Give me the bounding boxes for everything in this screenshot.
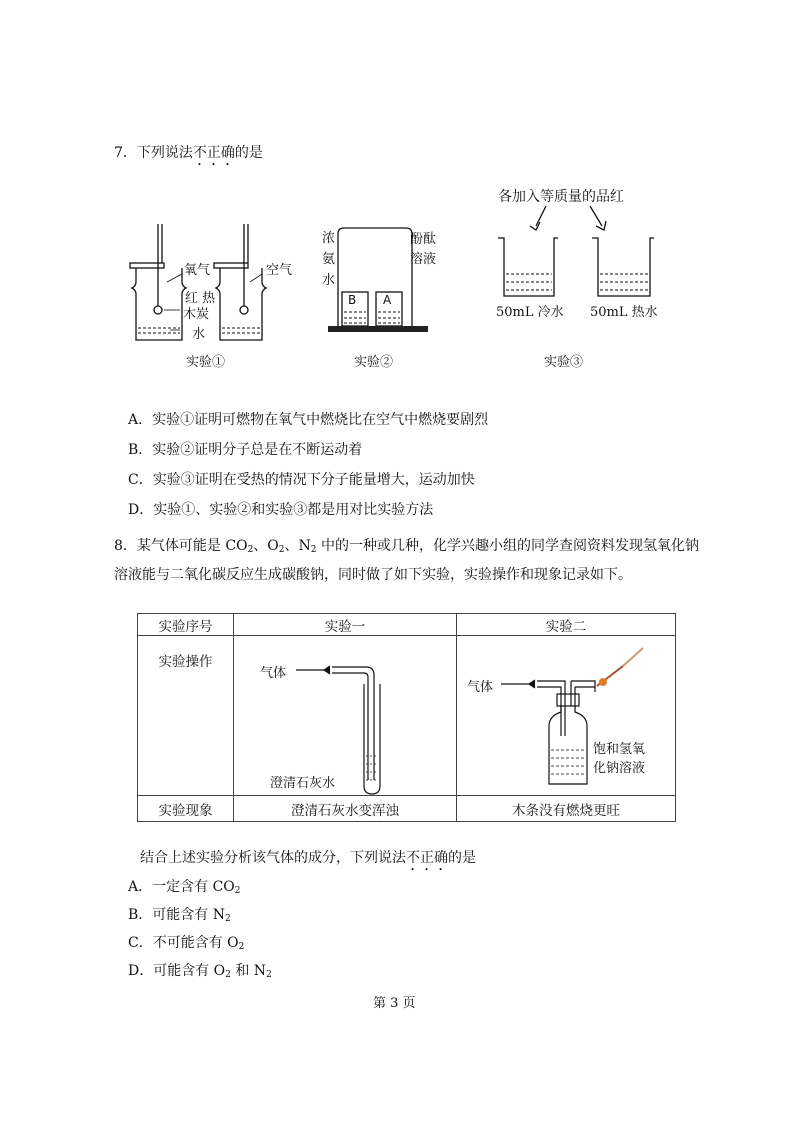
q8-option-a[interactable] — [128, 878, 241, 900]
q7-option-c[interactable] — [128, 471, 475, 489]
fig-exp1-lime-label: 澄清石灰水 — [270, 776, 336, 791]
q8-option-c-text: 不可能含有 O — [152, 935, 239, 951]
q7-option-d-letter: D． — [128, 502, 154, 518]
q7-option-a-letter: A． — [128, 412, 153, 428]
q8-option-b-text: 可能含有 N — [152, 907, 225, 923]
experiment-table — [137, 613, 676, 822]
exp1-charcoal-label: 木炭 — [183, 307, 210, 322]
q7-option-d[interactable] — [128, 501, 433, 519]
q8-option-d-letter: D． — [128, 963, 154, 979]
op-cell-exp2 — [457, 636, 676, 796]
q8-stem-line1 — [114, 537, 699, 559]
exp1-caption: 实验① — [186, 355, 226, 370]
exp2-ammonia-char-2: 氨 — [322, 252, 336, 267]
q8-option-a-text: 一定含有 CO — [152, 879, 235, 895]
q8-option-d-tail: 和 N — [230, 963, 267, 979]
page-number: 第 3 页 — [373, 996, 416, 1011]
exp2-ammonia-label — [322, 228, 336, 291]
exp2-beaker-b: B — [348, 293, 357, 307]
q8-option-d-text: 可能含有 O — [153, 963, 226, 979]
q8-line1-d: 中的一种或几种，化学兴趣小组的同学查阅资料发现氢氧化钠 — [316, 538, 699, 554]
q7-option-d-text: 实验①、实验②和实验③都是用对比实验方法 — [153, 502, 434, 518]
exp3-figure — [494, 204, 664, 300]
table-row-operation — [138, 636, 676, 796]
q8-emphasis: 不正确 — [406, 850, 448, 866]
q8-stem-line2: 溶液能与二氧化碳反应生成碳酸钠，同时做了如下实验，实验操作和现象记录如下。 — [114, 567, 632, 583]
exp1-water-label: 水 — [192, 327, 206, 342]
q8-option-a-letter: A． — [128, 879, 153, 895]
q8-sub-co2: 2 — [247, 545, 254, 555]
q8-option-c[interactable] — [128, 934, 244, 956]
exp2-phenol-label — [410, 230, 436, 270]
op-cell-exp1 — [234, 636, 457, 796]
fig-exp2-naoh-label — [593, 740, 645, 778]
exp2-phenol-line1: 酚酞 — [410, 232, 437, 247]
fig-exp1-gas-label: 气体 — [260, 666, 287, 681]
fig-exp2-naoh-line1: 饱和氢氧 — [593, 742, 646, 757]
q8-line1-b: 、O — [253, 538, 279, 554]
header-cell-exp2: 实验二 — [457, 614, 676, 636]
q7-option-c-letter: C． — [128, 472, 153, 488]
q8-option-b[interactable] — [128, 906, 231, 928]
header-cell-exp1: 实验一 — [234, 614, 457, 636]
exp2-ammonia-char-3: 水 — [322, 273, 336, 288]
q8-line1-c: 、N — [284, 538, 311, 554]
fig-exp1-apparatus — [234, 636, 456, 796]
row-op-label: 实验操作 — [138, 636, 234, 796]
q7-stem — [114, 144, 263, 169]
exp3-cold-label: 50mL 冷水 — [496, 305, 564, 320]
q7-emphasis: 不正确 — [192, 145, 235, 161]
q8-follow-tail: 的是 — [448, 850, 476, 866]
exp3-caption: 实验③ — [544, 355, 584, 370]
result-cell-exp1: 澄清石灰水变浑浊 — [234, 796, 457, 822]
q7-option-b[interactable] — [128, 441, 362, 459]
q8-option-d-sub2: 2 — [266, 970, 272, 980]
header-cell-seq: 实验序号 — [138, 614, 234, 636]
q8-option-c-letter: C． — [128, 935, 153, 951]
q7-option-a[interactable] — [128, 411, 488, 429]
q7-option-b-letter: B． — [128, 442, 153, 458]
exp2-caption: 实验② — [354, 355, 394, 370]
exp1-redhot-label: 红 热 — [185, 291, 216, 306]
q8-option-c-sub: 2 — [238, 942, 245, 952]
exp3-hot-label: 50mL 热水 — [590, 305, 658, 320]
exp3-title: 各加入等质量的品红 — [498, 189, 624, 205]
q8-option-d[interactable] — [128, 962, 272, 984]
exp1-air-label: 空气 — [266, 263, 293, 278]
q8-follow-text: 结合上述实验分析该气体的成分，下列说法 — [140, 850, 406, 866]
exp2-beaker-a: A — [383, 293, 392, 307]
q7-option-a-text: 实验①证明可燃物在氧气中燃烧比在空气中燃烧要剧烈 — [152, 412, 489, 428]
fig-exp2-gas-label: 气体 — [467, 680, 494, 695]
q8-option-b-sub: 2 — [225, 914, 231, 924]
q7-number: 7． — [114, 145, 137, 161]
q8-sub-o2: 2 — [278, 545, 285, 555]
q8-follow — [140, 849, 476, 874]
exp2-ammonia-char-1: 浓 — [322, 231, 336, 246]
q8-sub-n2: 2 — [310, 545, 317, 555]
exp2-phenol-line2: 溶液 — [410, 252, 437, 267]
q8-number: 8． — [114, 538, 137, 554]
q8-line1-a: 某气体可能是 CO — [136, 538, 248, 554]
q7-stem-tail: 的是 — [234, 145, 263, 161]
q8-option-d-sub: 2 — [225, 970, 231, 980]
table-header-row — [138, 614, 676, 636]
row-result-label: 实验现象 — [138, 796, 234, 822]
q7-stem-text: 下列说法 — [136, 145, 193, 161]
fig-exp2-naoh-line2: 化钠溶液 — [593, 761, 646, 776]
q8-option-b-letter: B． — [128, 907, 153, 923]
result-cell-exp2: 木条没有燃烧更旺 — [457, 796, 676, 822]
table-row-result — [138, 796, 676, 822]
q7-option-c-text: 实验③证明在受热的情况下分子能量增大，运动加快 — [152, 472, 475, 488]
q7-option-b-text: 实验②证明分子总是在不断运动着 — [152, 442, 363, 458]
exp1-o2-label: 氧气 — [184, 263, 211, 278]
q8-option-a-sub: 2 — [234, 886, 241, 896]
